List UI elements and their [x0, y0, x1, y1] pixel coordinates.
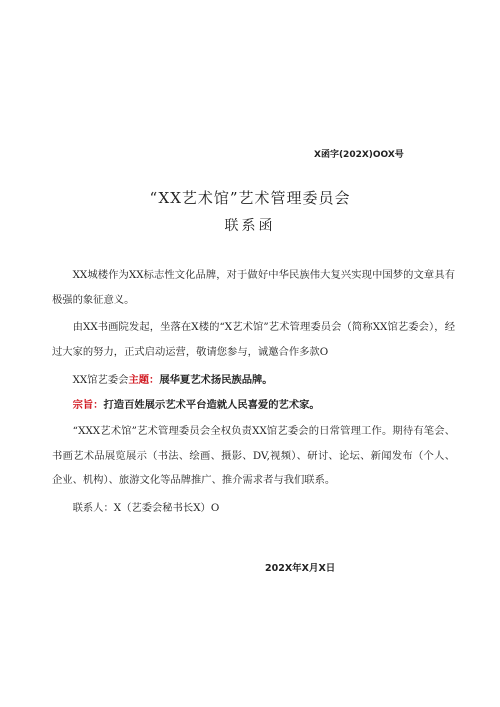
paragraph-services: “XXX艺术馆”艺术管理委员会全权负责XX馆艺委会的日常管理工作。期待有笔会、书画艺术品展览展示（书法、绘画、摄影、DV,视频）、研讨、论坛、新闻发布（个人、企业、机构）、旅游文化等品牌推广、推介需求者与我们联系。: [52, 425, 455, 486]
letter-date: 202X年X月X日: [265, 563, 336, 574]
theme-text: 展华夏艺术扬民族品牌。: [159, 374, 273, 386]
letter-subtitle: 联系函: [224, 218, 276, 234]
purpose-text: 打造百姓展示艺术平台造就人民喜爱的艺术家。: [103, 399, 320, 411]
theme-label: 主题：: [128, 374, 160, 386]
paragraph-contact: 联系人：X（艺委会秘书长X）O: [72, 502, 220, 514]
paragraph-intro: XX城楼作为XX标志性文化品牌，对于做好中华民族伟大复兴实现中国梦的文章具有极强的象征意义。: [52, 269, 455, 306]
paragraph-theme: [52, 368, 455, 393]
paragraph-background: 由XX书画院发起，坐落在X楼的“X艺术馆”艺术管理委员会（简称XX馆艺委会），经过大家的努力，正式启动运营，敬请您参与，诚邀合作多款O: [52, 321, 455, 358]
paragraph-purpose: [52, 393, 455, 418]
purpose-label: 宗旨：: [72, 399, 104, 411]
letter-title: “XX艺术馆”艺术管理委员会: [149, 189, 351, 207]
reference-number: X函字(202X)OOX号: [314, 150, 404, 160]
theme-prefix: XX馆艺委会: [72, 374, 129, 386]
